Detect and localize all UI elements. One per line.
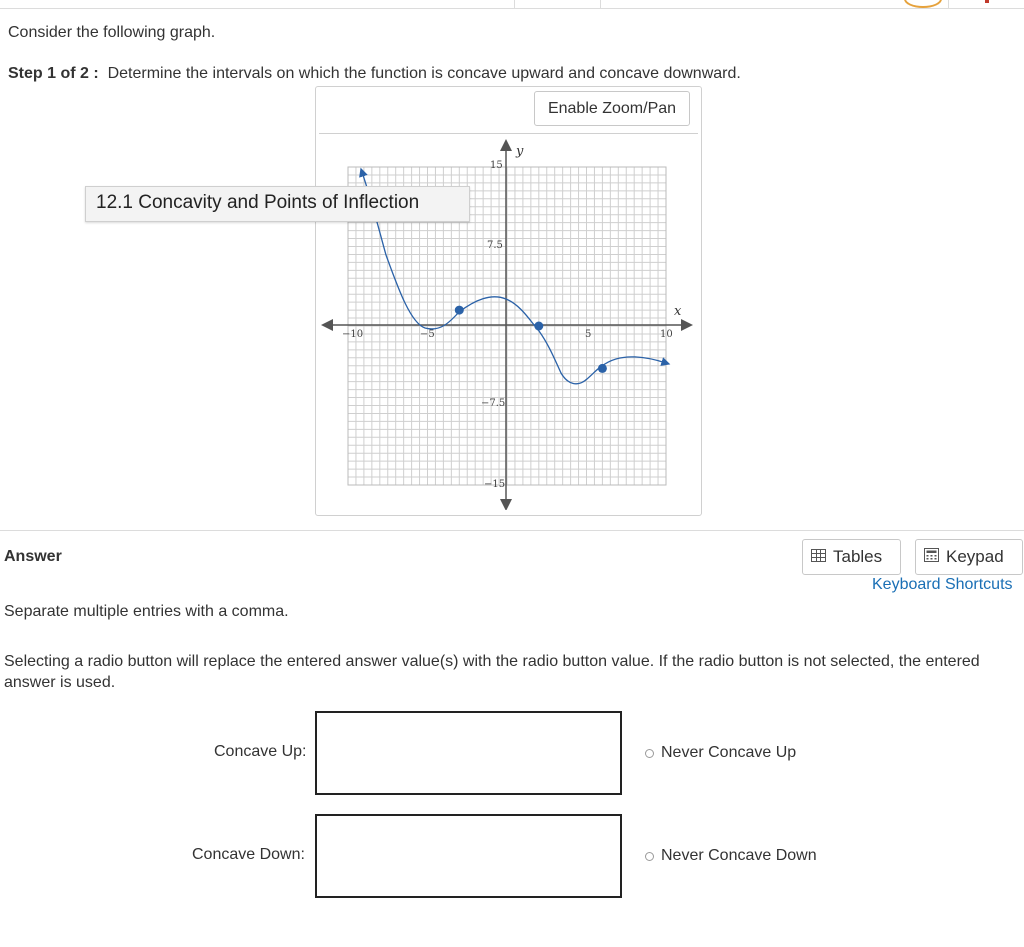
never-concave-up-label: Never Concave Up	[661, 744, 797, 761]
inflection-point-2	[534, 322, 543, 331]
inflection-point-1	[455, 306, 464, 315]
answer-divider	[0, 530, 1024, 531]
never-concave-down-radio[interactable]	[645, 852, 654, 861]
flag-icon[interactable]	[985, 0, 989, 3]
separate-entries-note: Separate multiple entries with a comma.	[4, 603, 289, 620]
concave-down-input[interactable]	[315, 814, 622, 898]
concave-up-label: Concave Up:	[214, 743, 307, 760]
intro-text: Consider the following graph.	[8, 24, 216, 41]
never-concave-up-radio[interactable]	[645, 749, 654, 758]
step-label: Step 1 of 2 :	[8, 65, 99, 82]
y-tick-label-15: 15	[490, 160, 503, 171]
concave-up-input[interactable]	[315, 711, 622, 795]
table-icon	[811, 547, 826, 567]
x-tick-label-5: 5	[585, 329, 592, 340]
y-axis-label: y	[516, 144, 524, 159]
enable-zoom-pan-button[interactable]: Enable Zoom/Pan	[534, 91, 690, 126]
keypad-button[interactable]	[915, 539, 1023, 575]
inflection-point-3	[598, 364, 607, 373]
never-concave-up-option[interactable]	[645, 744, 796, 762]
x-tick-label-neg5: −5	[420, 329, 435, 340]
step-text: Determine the intervals on which the function is concave upward and concave downward.	[107, 65, 741, 82]
tables-button[interactable]	[802, 539, 901, 575]
status-icon[interactable]	[904, 0, 942, 8]
x-axis-label: x	[674, 304, 682, 319]
y-tick-label-neg15: −15	[484, 479, 506, 490]
step-instruction	[8, 65, 741, 83]
y-tick-label-neg7-5: −7.5	[481, 398, 506, 409]
radio-button-note: Selecting a radio button will replace the entered answer value(s) with the radio button value. If the radio button is not selected, the entered answer is used.	[4, 653, 980, 691]
tables-button-label: Tables	[833, 547, 883, 566]
keyboard-shortcuts-link[interactable]: Keyboard Shortcuts	[872, 576, 1013, 593]
never-concave-down-label: Never Concave Down	[661, 847, 817, 864]
tooltip-concavity: 12.1 Concavity and Points of Inflection	[85, 186, 470, 222]
answer-heading: Answer	[4, 548, 62, 565]
keypad-button-label: Keypad	[946, 547, 1004, 566]
y-tick-label-7-5: 7.5	[487, 240, 503, 251]
x-tick-label-neg10: −10	[342, 329, 364, 340]
x-tick-label-10: 10	[660, 329, 673, 340]
never-concave-down-option[interactable]	[645, 847, 817, 865]
top-toolbar	[0, 0, 1024, 9]
concave-down-label: Concave Down:	[192, 846, 305, 863]
calculator-icon	[924, 547, 939, 567]
